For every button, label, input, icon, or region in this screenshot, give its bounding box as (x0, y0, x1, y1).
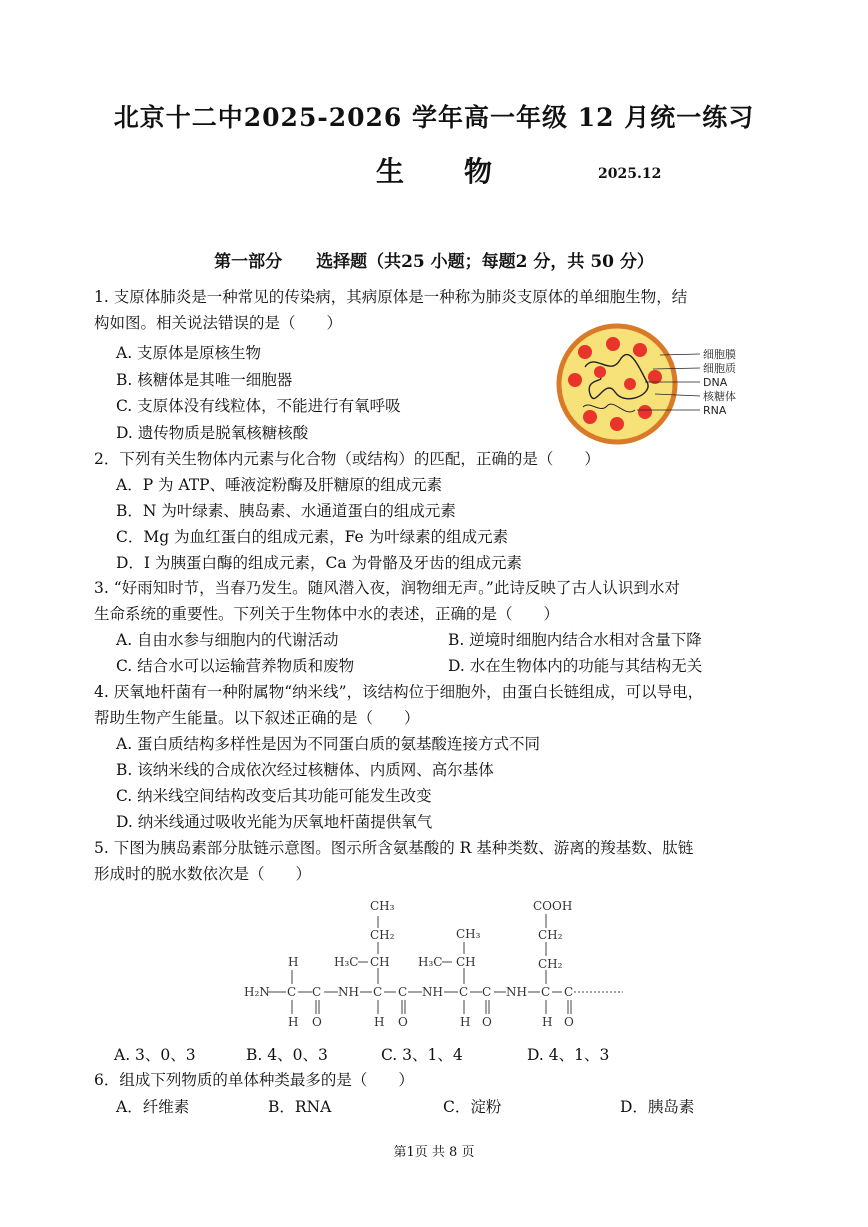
q1-option-a: A. 支原体是原核生物 (116, 344, 262, 362)
q2-option-d: D．I 为胰蛋白酶的组成元素，Ca 为骨骼及牙齿的组成元素 (116, 554, 523, 572)
chem-h: H (374, 1015, 385, 1029)
section-heading (0, 247, 868, 272)
chem-nh: NH (338, 985, 359, 999)
q1-stem-line-1: 1. 支原体肺炎是一种常见的传染病，其病原体是一种称为肺炎支原体的单细胞生物，结 (94, 288, 688, 306)
q2-option-b: B．N 为叶绿素、胰岛素、水通道蛋白的组成元素 (116, 502, 456, 520)
q5-option-b: B. 4、0、3 (246, 1046, 328, 1064)
chem-ch3: CH₃ (370, 899, 395, 913)
q2-stem: 2．下列有关生物体内元素与化合物（或结构）的匹配，正确的是（ ） (94, 450, 600, 468)
chem-h3c: H₃C (418, 955, 443, 969)
q4-stem-line-2: 帮助生物产生能量。以下叙述正确的是（ ） (94, 709, 420, 727)
q1-option-c: C. 支原体没有线粒体，不能进行有氧呼吸 (116, 397, 401, 415)
chem-ch2: CH₂ (538, 957, 563, 971)
q5-option-c: C. 3、1、4 (381, 1046, 463, 1064)
q6-option-d: D．胰岛素 (620, 1098, 695, 1116)
q1-option-d: D. 遗传物质是脱氧核糖核酸 (116, 424, 309, 442)
label-ribosome: 核糖体 (703, 390, 736, 403)
chem-c: C (398, 985, 408, 999)
ribosome-dot (568, 373, 582, 387)
exam-title: 北京十二中2025-2026 学年高一年级 12 月统一练习 (113, 103, 755, 132)
ribosome-dot (578, 345, 592, 359)
label-dna: DNA (703, 376, 728, 389)
label-cytoplasm: 细胞质 (703, 362, 736, 375)
chem-ch: CH (456, 955, 476, 969)
q2-option-a: A．P 为 ATP、唾液淀粉酶及肝糖原的组成元素 (116, 476, 443, 494)
chem-o: O (312, 1015, 322, 1029)
q3-option-d: D. 水在生物体内的功能与其结构无关 (448, 657, 703, 675)
q5-stem-line-1: 5. 下图为胰岛素部分肽链示意图。图示所含氨基酸的 R 基种类数、游离的羧基数、肽链 (94, 839, 694, 857)
label-rna: RNA (703, 404, 727, 417)
chem-c: C (312, 985, 322, 999)
ribosome-dot (638, 405, 652, 419)
chem-c: C (482, 985, 492, 999)
q3-option-c: C. 结合水可以运输营养物质和废物 (116, 657, 355, 675)
q4-option-c: C. 纳米线空间结构改变后其功能可能发生改变 (116, 787, 432, 805)
ribosome-dot (594, 366, 606, 378)
subject-heading (0, 150, 868, 190)
q3-option-a: A. 自由水参与细胞内的代谢活动 (116, 631, 339, 649)
peptide-chain-figure (240, 892, 625, 1037)
q3-stem-line-1: 3. “好雨知时节，当春乃发生。随风潜入夜，润物细无声。”此诗反映了古人认识到水对 (94, 579, 680, 597)
chem-o: O (482, 1015, 492, 1029)
q6-option-c: C．淀粉 (443, 1098, 502, 1116)
subject-char-2: 物 (464, 155, 493, 188)
q4-stem-line-1: 4. 厌氧地杆菌有一种附属物“纳米线”，该结构位于细胞外，由蛋白长链组成，可以导电， (94, 683, 704, 701)
chem-c: C (564, 985, 574, 999)
chem-h: H (288, 955, 299, 969)
q5-option-d: D. 4、1、3 (527, 1046, 610, 1064)
chem-h: H (460, 1015, 471, 1029)
q4-option-a: A. 蛋白质结构多样性是因为不同蛋白质的氨基酸连接方式不同 (116, 735, 541, 753)
q3-stem-line-2: 生命系统的重要性。下列关于生物体中水的表述，正确的是（ ） (94, 605, 560, 623)
subject-char-1: 生 (375, 155, 404, 188)
q5-stem-line-2: 形成时的脱水数依次是（ ） (94, 865, 312, 883)
section-desc: 选择题（共25 小题；每题2 分，共 50 分） (316, 252, 654, 272)
label-cell-membrane: 细胞膜 (703, 348, 736, 361)
exam-date: 2025.12 (598, 166, 662, 182)
mycoplasma-cell-figure (555, 322, 770, 447)
q6-option-b: B．RNA (268, 1098, 332, 1116)
q4-option-b: B. 该纳米线的合成依次经过核糖体、内质网、高尔基体 (116, 761, 494, 779)
q6-option-a: A．纤维素 (116, 1098, 190, 1116)
q5-option-a: A. 3、0、3 (114, 1046, 196, 1064)
chem-h2n: H₂N (244, 985, 270, 999)
chem-h3c: H₃C (334, 955, 359, 969)
q3-option-b: B. 逆境时细胞内结合水相对含量下降 (448, 631, 702, 649)
chem-c: C (459, 985, 469, 999)
chem-h: H (288, 1015, 299, 1029)
ribosome-dot (633, 343, 647, 357)
q1-option-b: B. 核糖体是其唯一细胞器 (116, 371, 293, 389)
chem-nh: NH (506, 985, 527, 999)
chem-o: O (564, 1015, 574, 1029)
chem-cooh: COOH (533, 899, 573, 913)
page-footer: 第1页 共 8 页 (393, 1145, 475, 1160)
chem-c: C (287, 985, 297, 999)
chem-ch: CH (370, 955, 390, 969)
ribosome-dot (583, 410, 597, 424)
q4-option-d: D. 纳米线通过吸收光能为厌氧地杆菌提供氧气 (116, 813, 433, 831)
q1-stem-line-2: 构如图。相关说法错误的是（ ） (94, 314, 343, 332)
ribosome-dot (606, 337, 620, 351)
section-part: 第一部分 (214, 252, 283, 272)
chem-h: H (542, 1015, 553, 1029)
chem-c: C (541, 985, 551, 999)
chem-ch2: CH₂ (370, 928, 395, 942)
chem-c: C (373, 985, 383, 999)
q6-stem: 6．组成下列物质的单体种类最多的是（ ） (94, 1071, 414, 1089)
q2-option-c: C．Mg 为血红蛋白的组成元素，Fe 为叶绿素的组成元素 (116, 528, 509, 546)
chem-o: O (398, 1015, 408, 1029)
chem-ch2: CH₂ (538, 928, 563, 942)
chem-ch3: CH₃ (456, 927, 481, 941)
ribosome-dot (610, 417, 624, 431)
ribosome-dot (624, 378, 636, 390)
chem-nh: NH (422, 985, 443, 999)
